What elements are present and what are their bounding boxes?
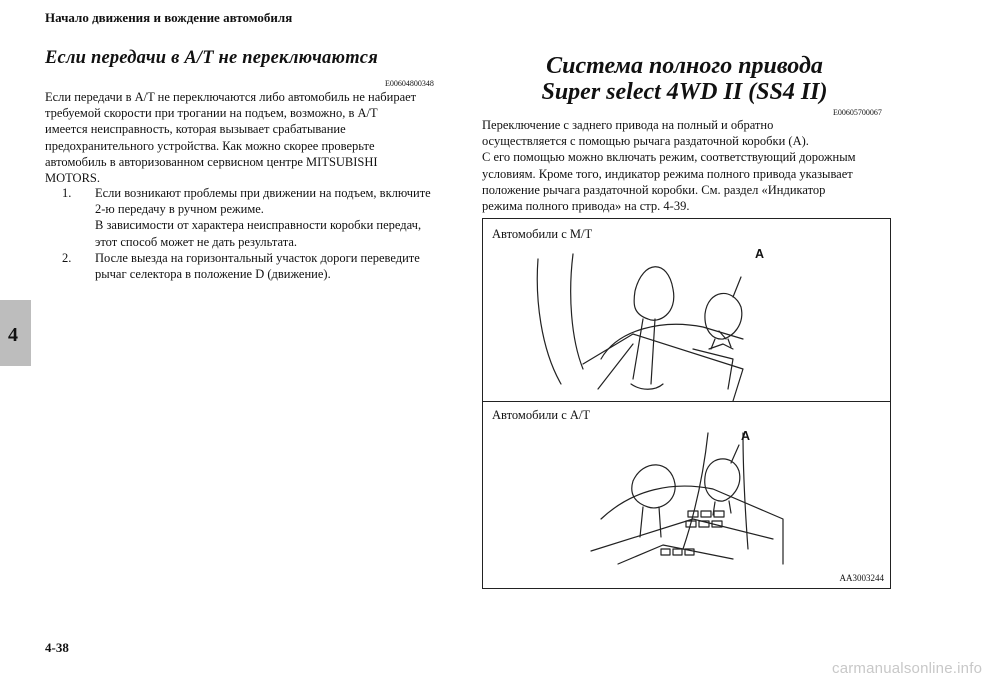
text-line: осуществляется с помощью рычага раздаточной коробки (A). <box>482 134 809 149</box>
text-line: Если возникают проблемы при движении на подъем, включите <box>95 186 431 200</box>
text-line: имеется неисправность, которая вызывает срабатывание <box>45 122 346 137</box>
figure-divider <box>483 401 890 402</box>
page-number: 4-38 <box>45 640 69 655</box>
text-line: требуемой скорости при трогании на подъем, возможно, в A/T <box>45 106 378 121</box>
left-paragraph <box>45 89 455 186</box>
text-line: В зависимости от характера неисправности коробки передач, <box>95 218 422 233</box>
text-line: 2-ю передачу в ручном режиме. <box>95 202 264 217</box>
watermark: carmanualsonline.info <box>832 660 982 677</box>
title-line: Super select 4WD II (SS4 II) <box>541 79 828 105</box>
text-line: режима полного привода» на стр. 4-39. <box>482 199 690 214</box>
lever-illustration <box>483 219 892 590</box>
right-section-title <box>482 53 887 105</box>
figure-caption-at: Автомобили с A/T <box>492 408 590 422</box>
text-line: Если передачи в A/T не переключаются либо автомобиль не набирает <box>45 90 417 104</box>
list-number: 2. <box>62 250 72 265</box>
text-line: предохранительного устройства. Как можно скорее проверьте <box>45 138 375 153</box>
right-section-code: E00605700067 <box>833 108 882 117</box>
text-line: После выезда на горизонтальный участок дороги переведите <box>95 250 420 265</box>
list-item <box>45 250 455 282</box>
right-paragraph <box>482 117 892 214</box>
figure-code: AA3003244 <box>839 573 884 583</box>
list-number: 1. <box>62 186 72 200</box>
list-item <box>45 185 455 250</box>
chapter-number: 4 <box>8 324 18 346</box>
callout-a-mt: A <box>755 247 765 261</box>
transfer-lever-figure <box>482 218 891 589</box>
text-line: автомобиль в авторизованном сервисном центре MITSUBISHI <box>45 154 378 169</box>
left-section-code: E00604800348 <box>385 79 434 88</box>
text-line: условиям. Кроме того, индикатор режима полного привода указывает <box>482 166 853 181</box>
title-line: Система полного привода <box>546 53 823 79</box>
text-line: MOTORS. <box>45 171 100 186</box>
callout-a-at: A <box>741 429 751 443</box>
section-header: Начало движения и вождение автомобиля <box>45 10 293 25</box>
figure-caption-mt: Автомобили с M/T <box>492 227 593 241</box>
text-line: С его помощью можно включать режим, соответствующий дорожным <box>482 150 856 165</box>
text-line: этот способ может не дать результата. <box>95 234 298 249</box>
chapter-tab <box>0 300 31 366</box>
left-section-title: Если передачи в A/T не переключаются <box>45 48 378 68</box>
text-line: Переключение с заднего привода на полный и обратно <box>482 118 774 132</box>
text-line: положение рычага раздаточной коробки. См. раздел «Индикатор <box>482 182 826 197</box>
text-line: рычаг селектора в положение D (движение). <box>95 267 331 282</box>
left-numbered-list <box>45 185 455 282</box>
